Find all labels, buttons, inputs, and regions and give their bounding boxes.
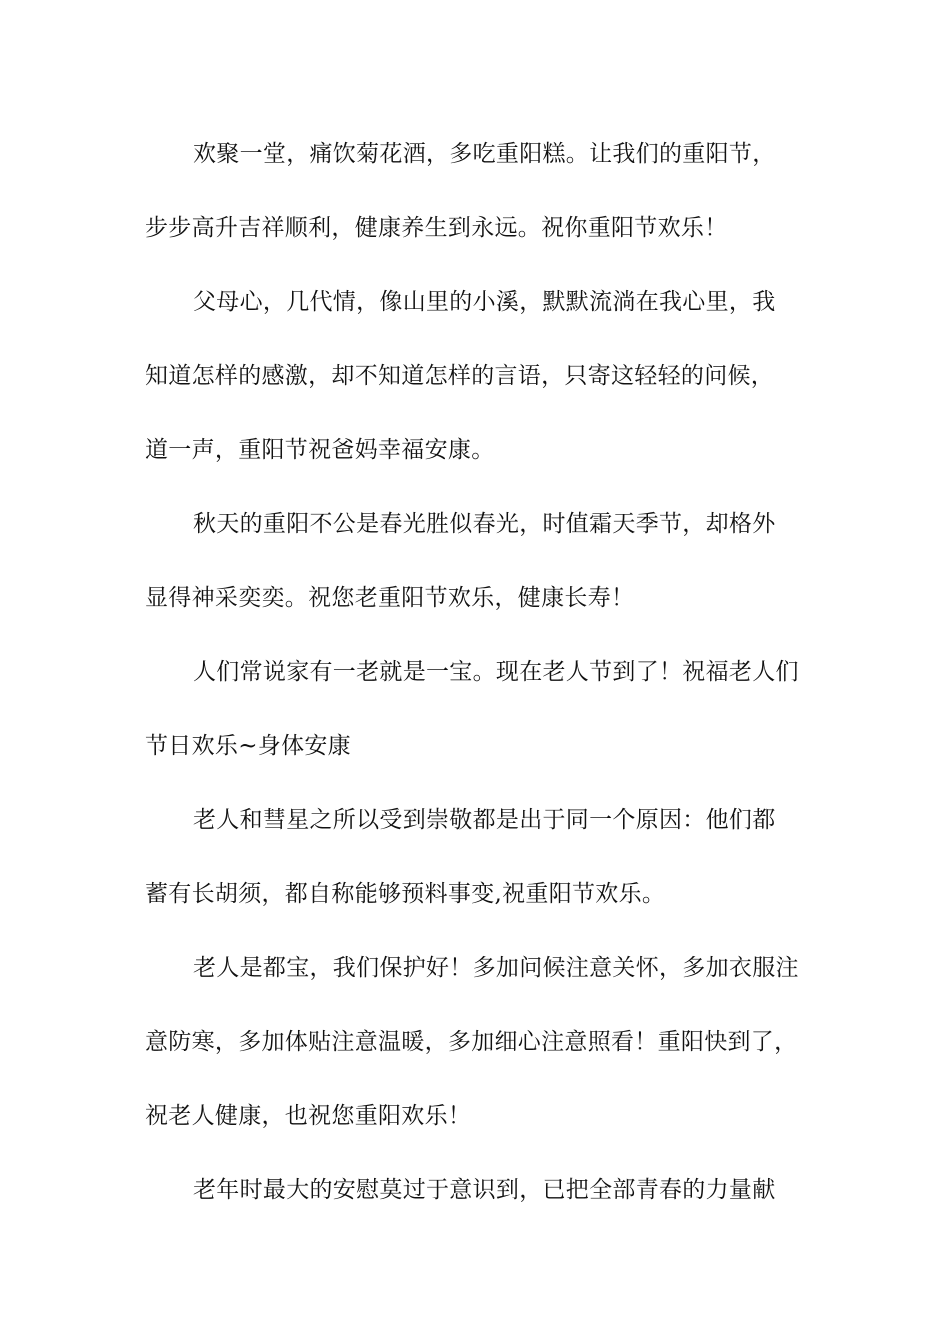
text-line: 祝老人健康，也祝您重阳欢乐！ (145, 1103, 472, 1129)
text-line: 蓄有长胡须，都自称能够预料事变,祝重阳节欢乐。 (145, 881, 666, 907)
text-line: 父母心，几代情，像山里的小溪，默默流淌在我心里，我 (193, 289, 776, 315)
text-line: 步步高升吉祥顺利，健康养生到永远。祝你重阳节欢乐！ (145, 215, 728, 241)
paragraph (145, 938, 810, 1160)
paragraph (145, 272, 810, 494)
text-line: 显得神采奕奕。祝您老重阳节欢乐，健康长寿！ (145, 585, 635, 611)
text-line: 知道怎样的感激，却不知道怎样的言语，只寄这轻轻的问候， (145, 363, 775, 389)
paragraph (145, 790, 810, 938)
paragraph (145, 494, 810, 642)
text-line: 人们常说家有一老就是一宝。现在老人节到了！祝福老人们 (193, 659, 799, 685)
text-line: 节日欢乐~身体安康 (145, 733, 351, 759)
text-line: 道一声，重阳节祝爸妈幸福安康。 (145, 437, 495, 463)
paragraph (145, 124, 810, 272)
text-line: 意防寒，多加体贴注意温暖，多加细心注意照看！重阳快到了， (145, 1029, 798, 1055)
paragraph (145, 642, 810, 790)
document-body (145, 124, 810, 1234)
paragraph (145, 1160, 810, 1234)
text-line: 老年时最大的安慰莫过于意识到，已把全部青春的力量献 (193, 1177, 776, 1203)
text-line: 老人是都宝，我们保护好！多加问候注意关怀，多加衣服注 (193, 955, 799, 981)
text-line: 欢聚一堂，痛饮菊花酒，多吃重阳糕。让我们的重阳节， (193, 141, 776, 167)
text-line: 秋天的重阳不公是春光胜似春光，时值霜天季节，却格外 (193, 511, 776, 537)
text-line: 老人和彗星之所以受到崇敬都是出于同一个原因：他们都 (193, 807, 776, 833)
